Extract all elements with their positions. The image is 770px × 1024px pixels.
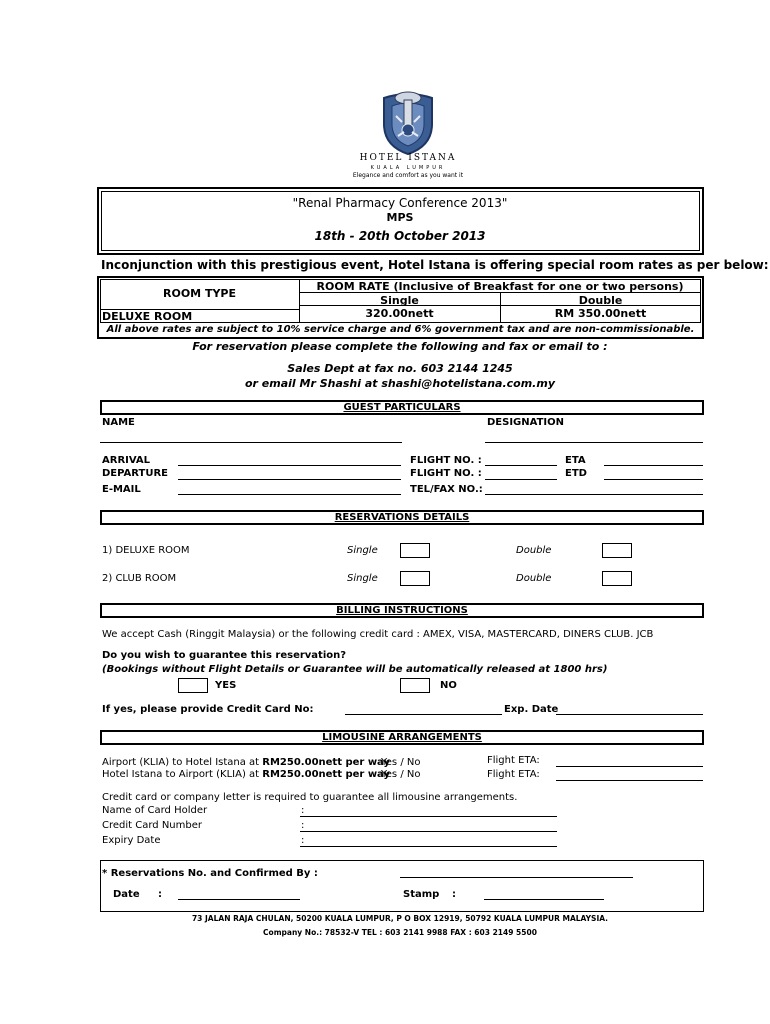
designation-field[interactable] <box>485 442 703 443</box>
card-holder-field[interactable] <box>300 816 557 817</box>
yes-label: YES <box>215 680 237 691</box>
room-type-header: ROOM TYPE <box>163 287 236 300</box>
stamp-field[interactable] <box>484 899 604 900</box>
hotel-to-airport-yes-no[interactable]: Yes / No <box>381 769 421 780</box>
flight-no-departure-label: FLIGHT NO. : <box>410 468 482 479</box>
hotel-name: HOTEL ISTANA <box>359 153 457 163</box>
club-single-checkbox[interactable] <box>400 571 430 586</box>
conference-title: "Renal Pharmacy Conference 2013" <box>292 196 508 210</box>
hotel-tagline: Elegance and comfort as you want it <box>352 172 464 179</box>
guarantee-no-checkbox[interactable] <box>400 678 430 693</box>
no-label: NO <box>440 680 457 691</box>
deluxe-room-option: 1) DELUXE ROOM <box>102 545 190 556</box>
hotel-crest-icon <box>378 88 438 156</box>
confirmed-by-field[interactable] <box>400 877 633 878</box>
deluxe-single-checkbox[interactable] <box>400 543 430 558</box>
departure-field[interactable] <box>178 479 401 480</box>
conference-subtitle: MPS <box>386 211 414 224</box>
expiry-date-field[interactable] <box>300 846 557 847</box>
credit-card-prompt: If yes, please provide Credit Card No: <box>102 704 314 715</box>
footer-address: 73 JALAN RAJA CHULAN, 50200 KUALA LUMPUR, P O BOX 12919, 50792 KUALA LUMPUR MALAYSIA. <box>191 914 609 923</box>
hotel-logo <box>378 88 438 156</box>
double-header: Double <box>578 294 623 307</box>
limo-flight-eta-label-1: Flight ETA: <box>487 755 540 766</box>
expiry-date-colon: : <box>301 835 305 846</box>
club-room-option: 2) CLUB ROOM <box>102 573 177 584</box>
name-label: NAME <box>102 417 135 428</box>
arrival-label: ARRIVAL <box>102 455 151 466</box>
limo-flight-eta-label-2: Flight ETA: <box>487 769 540 780</box>
date-colon: : <box>158 889 162 900</box>
exp-date-label: Exp. Date <box>504 704 559 715</box>
credit-card-number-field[interactable] <box>345 714 502 715</box>
departure-label: DEPARTURE <box>102 468 169 479</box>
stamp-colon: : <box>452 889 456 900</box>
deluxe-room-label: DELUXE ROOM <box>102 310 193 323</box>
single-header: Single <box>380 294 419 307</box>
date-field[interactable] <box>178 899 300 900</box>
sales-fax: Sales Dept at fax no. 603 2144 1245 <box>287 362 513 375</box>
guarantee-question: Do you wish to guarantee this reservation? <box>102 650 347 661</box>
deluxe-double-checkbox[interactable] <box>602 543 632 558</box>
limo-flight-eta-field-1[interactable] <box>556 766 703 767</box>
club-double-label: Double <box>516 573 552 584</box>
reservations-details-header: RESERVATIONS DETAILS <box>100 510 704 525</box>
designation-label: DESIGNATION <box>487 417 565 428</box>
email-label: E-MAIL <box>102 484 141 495</box>
limousine-header: LIMOUSINE ARRANGEMENTS <box>100 730 704 745</box>
name-field[interactable] <box>100 442 402 443</box>
eta-field[interactable] <box>604 465 703 466</box>
etd-label: ETD <box>565 468 587 479</box>
sales-email: or email Mr Shashi at shashi@hotelistana.com.my <box>244 377 555 390</box>
hotel-to-airport: Hotel Istana to Airport (KLIA) at RM250.00nett per way <box>102 769 391 780</box>
guarantee-note: (Bookings without Flight Details or Guarantee will be automatically released at 1800 hrs) <box>102 664 608 675</box>
eta-label: ETA <box>565 455 586 466</box>
guarantee-yes-checkbox[interactable] <box>178 678 208 693</box>
single-rate: 320.00nett <box>365 307 434 320</box>
card-holder-colon: : <box>301 805 305 816</box>
card-number-field[interactable] <box>300 831 557 832</box>
stamp-label: Stamp <box>403 889 440 900</box>
conference-dates: 18th - 20th October 2013 <box>314 229 486 243</box>
flight-no-arrival-label: FLIGHT NO. : <box>410 455 482 466</box>
billing-instructions-header: BILLING INSTRUCTIONS <box>100 603 704 618</box>
card-number-colon: : <box>301 820 305 831</box>
room-rate-header: ROOM RATE (Inclusive of Breakfast for one or two persons) <box>316 280 684 293</box>
limousine-requirement: Credit card or company letter is required to guarantee all limousine arrangements. <box>102 792 518 803</box>
arrival-field[interactable] <box>178 465 401 466</box>
exp-date-field[interactable] <box>556 714 703 715</box>
flight-no-arrival-field[interactable] <box>485 465 557 466</box>
intro-text: Inconjunction with this prestigious event, Hotel Istana is offering special room rates as per below: <box>101 258 769 272</box>
confirmed-by-label: * Reservations No. and Confirmed By : <box>102 868 318 879</box>
airport-to-hotel-yes-no[interactable]: Yes / No <box>381 757 421 768</box>
airport-to-hotel: Airport (KLIA) to Hotel Istana at RM250.00nett per way <box>102 757 391 768</box>
email-field[interactable] <box>178 494 401 495</box>
reservation-instruction: For reservation please complete the following and fax or email to : <box>192 340 608 353</box>
guest-particulars-header: GUEST PARTICULARS <box>100 400 704 415</box>
rates-note: All above rates are subject to 10% service charge and 6% government tax and are non-commissionable. <box>106 324 695 335</box>
card-number-label: Credit Card Number <box>102 820 202 831</box>
limo-flight-eta-field-2[interactable] <box>556 780 703 781</box>
deluxe-single-label: Single <box>347 545 378 556</box>
date-label: Date <box>113 889 140 900</box>
tel-fax-label: TEL/FAX NO.: <box>410 484 483 495</box>
expiry-date-label: Expiry Date <box>102 835 161 846</box>
flight-no-departure-field[interactable] <box>485 479 557 480</box>
footer-company: Company No.: 78532-V TEL : 603 2141 9988 FAX : 603 2149 5500 <box>263 928 537 937</box>
card-holder-label: Name of Card Holder <box>102 805 208 816</box>
etd-field[interactable] <box>604 479 703 480</box>
club-double-checkbox[interactable] <box>602 571 632 586</box>
tel-fax-field[interactable] <box>485 494 703 495</box>
deluxe-double-label: Double <box>516 545 552 556</box>
club-single-label: Single <box>347 573 378 584</box>
hotel-city: KUALA LUMPUR <box>370 165 446 171</box>
double-rate: RM 350.00nett <box>554 307 647 320</box>
credit-card-acceptance: We accept Cash (Ringgit Malaysia) or the following credit card : AMEX, VISA, MASTERCARD, DINERS CLUB. JCB <box>102 629 654 640</box>
